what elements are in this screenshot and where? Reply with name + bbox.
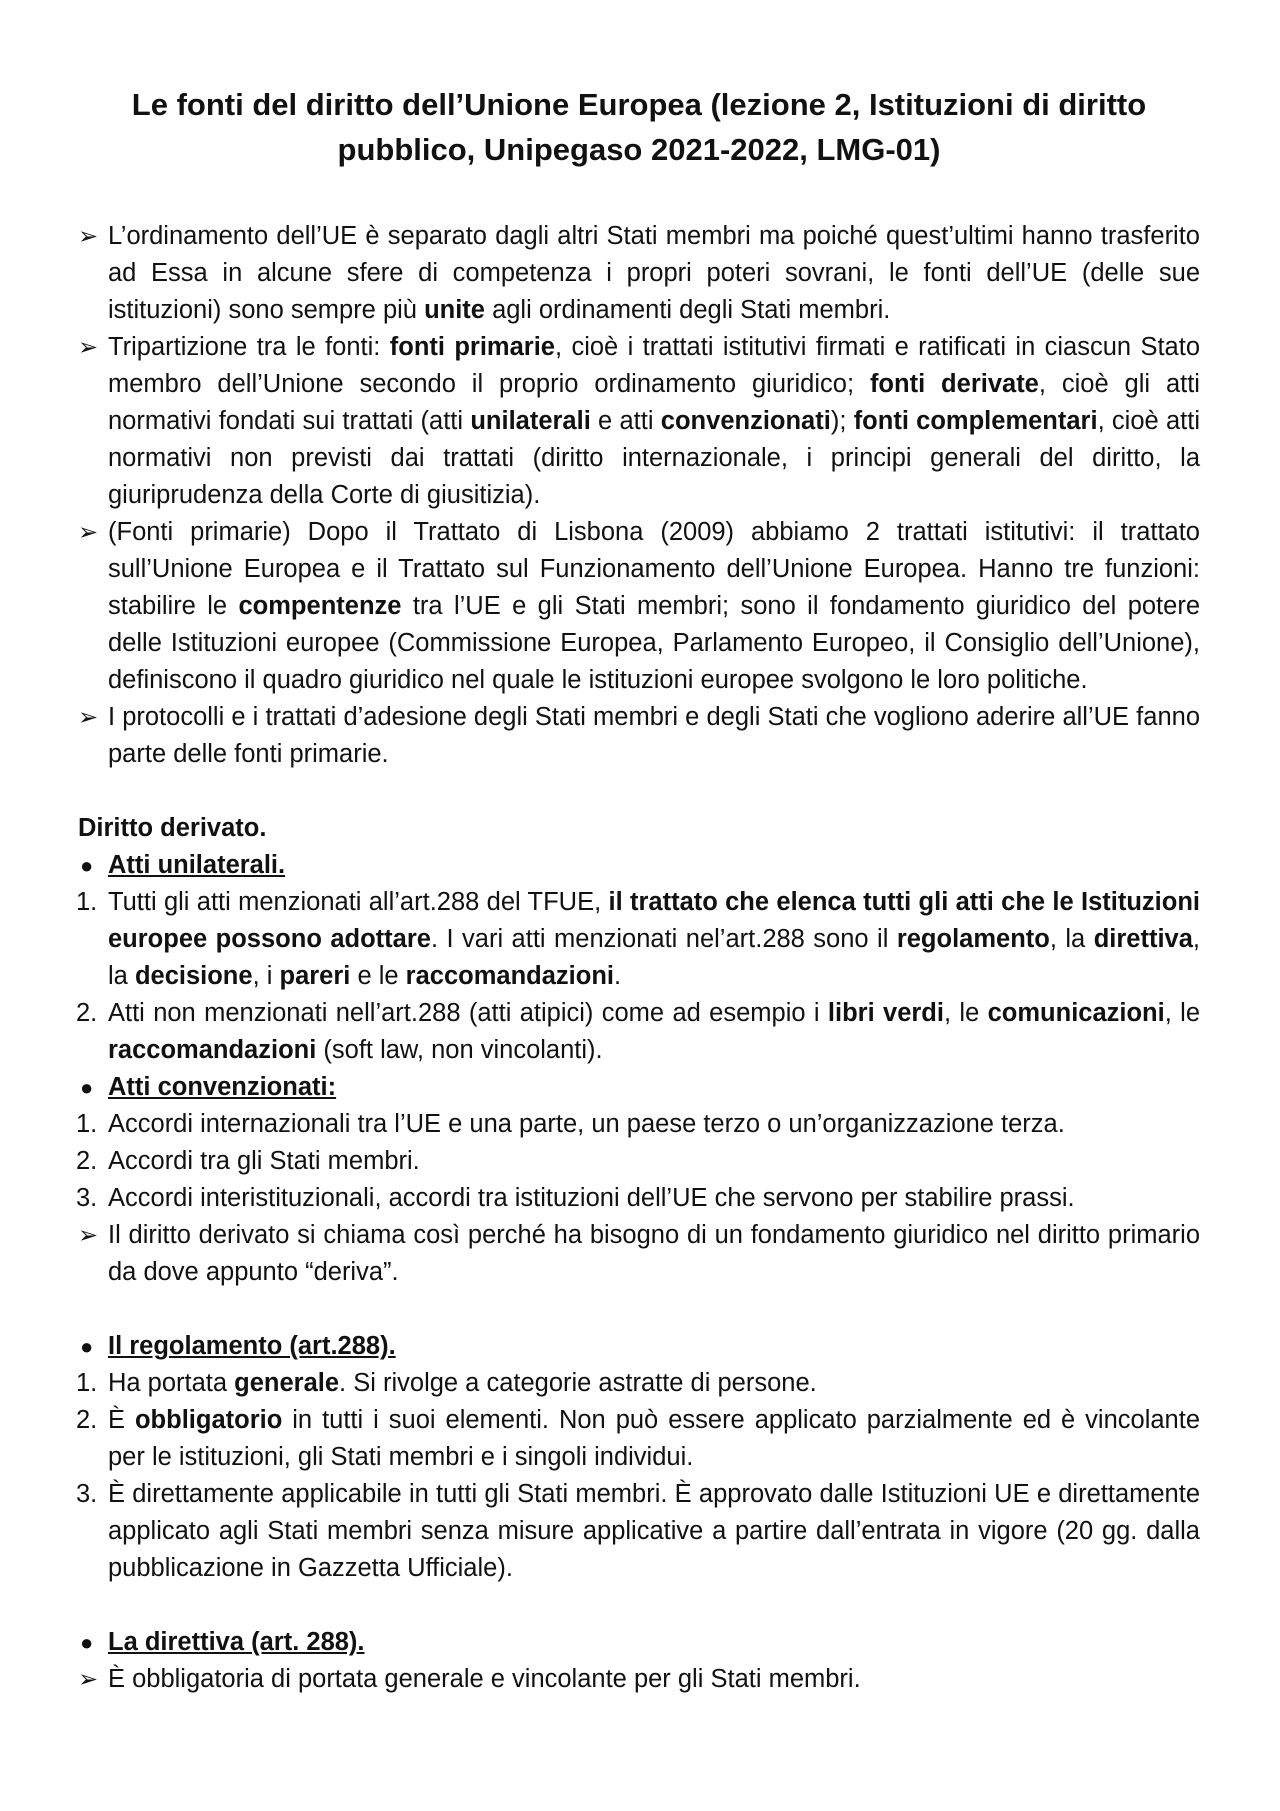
regolamento-item-1: 1. Ha portata generale. Si rivolge a categorie astratte di persone. [78, 1365, 1200, 1402]
arrow-bullet-icon: ➢ [78, 704, 99, 731]
arrow-bullet-icon: ➢ [78, 1222, 99, 1249]
list-number: 1. [76, 1369, 98, 1397]
list-number: 2. [76, 1147, 98, 1175]
unilaterali-item-1: 1. Tutti gli atti menzionati all’art.288 del TFUE, il trattato che elenca tutti gli atti che le Istituzioni europee possono adottare. I vari atti menzionati nel’art.288 sono il regolamento, la direttiva, la decisione, i pareri e le raccomandazioni. [78, 884, 1200, 995]
blank-line [78, 1291, 1200, 1328]
round-bullet-icon: ● [80, 853, 94, 878]
list-number: 3. [76, 1184, 98, 1212]
round-bullet-icon: ● [80, 1334, 94, 1359]
intro-item-4: ➢ I protocolli e i trattati d’adesione degli Stati membri e degli Stati che vogliono aderire all’UE fanno parte delle fonti primarie. [78, 699, 1200, 773]
subheading-regolamento: ● Il regolamento (art.288). [78, 1328, 1200, 1365]
list-number: 2. [76, 999, 98, 1027]
intro-item-2: ➢ Tripartizione tra le fonti: fonti primarie, cioè i trattati istitutivi firmati e ratificati in ciascun Stato membro dell’Unione secondo il proprio ordinamento giuridico; fonti derivate, cioè gli atti normativi fondati sui trattati (atti unilaterali e atti convenzionati); fonti complementari, cioè atti normativi non previsti dai trattati (diritto internazionale, i principi generali del diritto, la giuriprudenza della Corte di giusitizia). [78, 329, 1200, 514]
regolamento-item-2: 2. È obbligatorio in tutti i suoi elementi. Non può essere applicato parzialmente ed è vincolante per le istituzioni, gli Stati membri e i singoli individui. [78, 1402, 1200, 1476]
direttiva-item-1: ➢ È obbligatoria di portata generale e vincolante per gli Stati membri. [78, 1661, 1200, 1698]
arrow-bullet-icon: ➢ [78, 519, 99, 546]
intro-item-1: ➢ L’ordinamento dell’UE è separato dagli altri Stati membri ma poiché quest’ultimi hanno trasferito ad Essa in alcune sfere di competenza i propri poteri sovrani, le fonti dell’UE (delle sue istituzioni) sono sempre più unite agli ordinamenti degli Stati membri. [78, 218, 1200, 329]
section-heading-diritto-derivato: Diritto derivato. [78, 814, 267, 842]
blank-line [78, 1587, 1200, 1624]
arrow-bullet-icon: ➢ [78, 1666, 99, 1693]
list-number: 3. [76, 1480, 98, 1508]
list-number: 1. [76, 1110, 98, 1138]
round-bullet-icon: ● [80, 1075, 94, 1100]
convenzionati-item-2: 2. Accordi tra gli Stati membri. [78, 1143, 1200, 1180]
round-bullet-icon: ● [80, 1630, 94, 1655]
subheading-atti-convenzionati: ● Atti convenzionati: [78, 1069, 1200, 1106]
document-body [78, 218, 1200, 1698]
intro-item-3: ➢ (Fonti primarie) Dopo il Trattato di Lisbona (2009) abbiamo 2 trattati istitutivi: il trattato sull’Unione Europea e il Trattato sul Funzionamento dell’Unione Europea. Hanno tre funzioni: stabilire le compentenze tra l’UE e gli Stati membri; sono il fondamento giuridico del potere delle Istituzioni europee (Commissione Europea, Parlamento Europeo, il Consiglio dell’Unione), definiscono il quadro giuridico nel quale le istituzioni europee svolgono le loro politiche. [78, 514, 1200, 699]
arrow-bullet-icon: ➢ [78, 223, 99, 250]
regolamento-item-3: 3. È direttamente applicabile in tutti gli Stati membri. È approvato dalle Istituzioni UE e direttamente applicato agli Stati membri senza misure applicative a partire dall’entrata in vigore (20 gg. dalla pubblicazione in Gazzetta Ufficiale). [78, 1476, 1200, 1587]
subheading-atti-unilaterali: ● Atti unilaterali. [78, 847, 1200, 884]
subheading-direttiva: ● La direttiva (art. 288). [78, 1624, 1200, 1661]
convenzionati-item-1: 1. Accordi internazionali tra l’UE e una parte, un paese terzo o un’organizzazione terza. [78, 1106, 1200, 1143]
document-title: Le fonti del diritto dell’Unione Europea (lezione 2, Istituzioni di diritto pubblico, Unipegaso 2021-2022, LMG-01) [131, 87, 1147, 167]
list-number: 2. [76, 1406, 98, 1434]
arrow-bullet-icon: ➢ [78, 334, 99, 361]
unilaterali-item-2: 2. Atti non menzionati nell’art.288 (atti atipici) come ad esempio i libri verdi, le comunicazioni, le raccomandazioni (soft law, non vincolanti). [78, 995, 1200, 1069]
list-number: 1. [76, 888, 98, 916]
derivato-note: ➢ Il diritto derivato si chiama così perché ha bisogno di un fondamento giuridico nel diritto primario da dove appunto “deriva”. [78, 1217, 1200, 1291]
convenzionati-item-3: 3. Accordi interistituzionali, accordi tra istituzioni dell’UE che servono per stabilire prassi. [78, 1180, 1200, 1217]
